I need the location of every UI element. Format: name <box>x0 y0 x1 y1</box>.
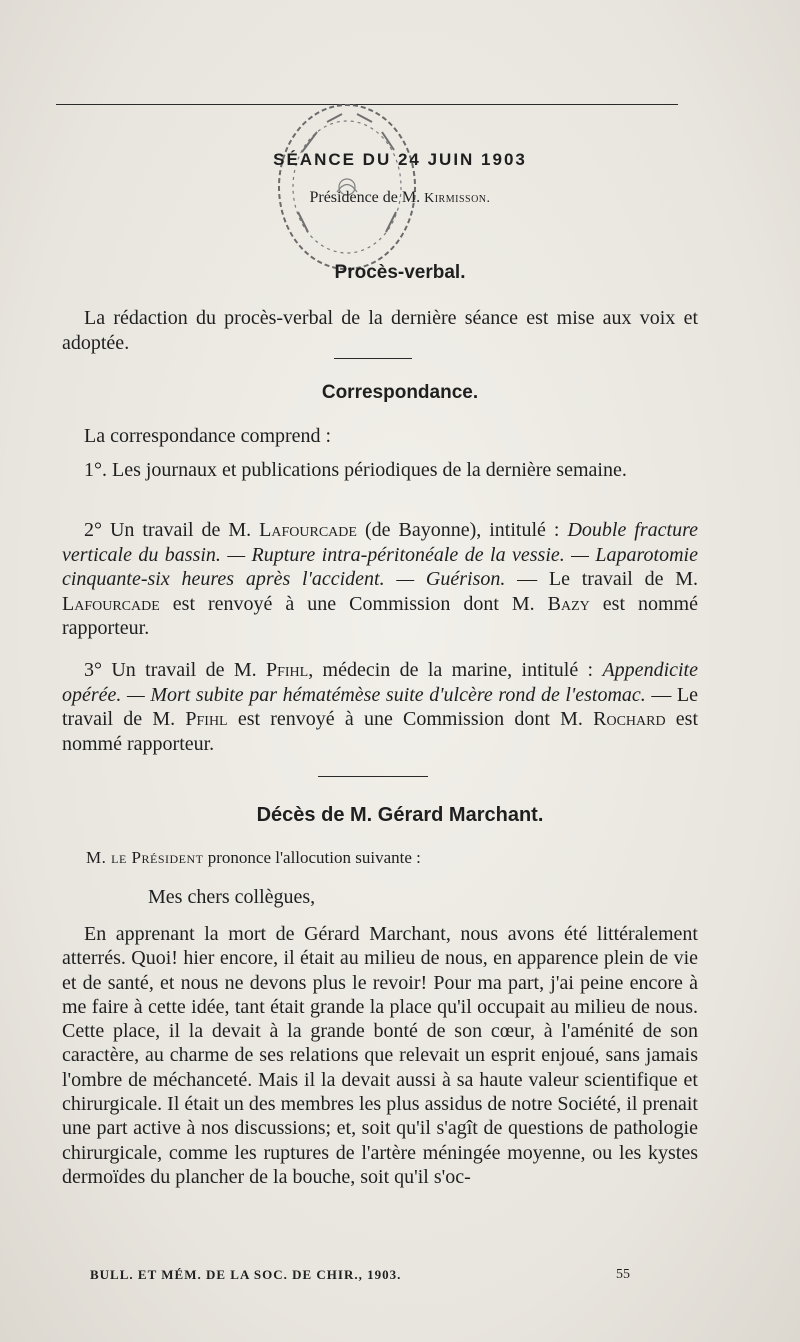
item3-text-c: , médecin de la marine, intitulé : <box>308 659 603 681</box>
proces-verbal-text: La rédaction du procès-verbal de la dernière séance est mise aux voix et adoptée. <box>62 307 698 354</box>
item2-text-g: est renvoyé à une Commission dont M. <box>159 592 548 615</box>
president-text: prononce l'allocution suivante : <box>203 848 421 867</box>
library-stamp-icon <box>262 92 432 282</box>
seance-heading: SÉANCE DU 24 JUIN 1903 <box>273 150 527 169</box>
correspondance-item-1: 1°. Les journaux et publications périodiques de la dernière semaine. <box>84 459 627 481</box>
item2-author-repeat: Lafourcade <box>62 592 160 615</box>
president-name: Kirmisson. <box>424 191 491 206</box>
item3-text-a: 3° Un travail de M. <box>84 659 266 681</box>
item2-rapporteur: Bazy <box>547 592 590 615</box>
page-number: 55 <box>616 1267 630 1282</box>
item3-rapporteur: Rochard <box>593 708 666 730</box>
item3-title: Appendicite opérée. — Mort subite par hématémèse suite d'ulcère rond de l'estomac. <box>62 659 698 706</box>
presidence-line <box>0 189 800 207</box>
correspondance-intro: La correspondance comprend : <box>84 425 332 447</box>
salutation: Mes chers collègues, <box>148 886 316 908</box>
section-divider <box>318 776 428 777</box>
item3-text-g: est renvoyé à une Commission dont M. <box>227 708 594 730</box>
section-divider <box>334 358 412 359</box>
allocution-body: En apprenant la mort de Gérard Marchant, nous avons été littéralement atterrés. Quoi! hier encore, il était au milieu de nous, en apparence plein de vie et de santé, et nous ne devons plus le revoir! Pour ma part, j'ai peine encore à me faire à cette idée, tant était grande la place qu'il occupait au milieu de nous. Cette place, il la devait à la grande bonté de son cœur, à l'aménité de son caractère, au charme de ses relations que relevait un esprit enjoué, sans jamais l'ombre de méchanceté. Mais il la devait aussi à sa haute valeur scientifique et chirurgicale. Il était un des membres les plus assidus de notre Société, il prenait une part active à nos discussions; et, soit qu'il s'agît de questions de pathologie chirurgicale, comme les ruptures de l'artère méningée moyenne, ou les kystes dermoïdes du plancher de la bouche, soit qu'il s'oc- <box>62 923 698 1188</box>
president-label: M. le Président <box>86 848 204 867</box>
deces-title: Décès de M. Gérard Marchant. <box>256 804 544 826</box>
item3-text-i: est nommé rapporteur. <box>62 708 699 755</box>
footer-journal: BULL. ET MÉM. DE LA SOC. DE CHIR., 1903. <box>90 1267 402 1282</box>
correspondance-item-3 <box>62 658 698 756</box>
page-footer <box>90 1267 630 1283</box>
president-intro <box>86 848 421 868</box>
item3-author-repeat: Pfihl <box>185 708 228 730</box>
item2-text-i: est nommé rapporteur. <box>62 592 698 639</box>
item3-text-e: — Le travail de M. <box>62 683 698 730</box>
item3-author: Pfihl <box>265 659 309 681</box>
correspondance-title: Correspondance. <box>321 382 479 403</box>
item2-title: Double fracture verticale du bassin. — Rupture intra-péritonéale de la vessie. — Laparotomie cinquante-six heures après l'accident. — Guérison. <box>62 519 698 590</box>
item2-text-a: 2° Un travail de M. <box>84 519 260 541</box>
proces-verbal-title: Procès-verbal. <box>334 262 466 283</box>
item2-text-e: — Le travail de M. <box>505 568 698 590</box>
correspondance-item-2 <box>62 518 698 641</box>
presidence-prefix: Présidence de M. <box>309 189 425 206</box>
item2-author: Lafourcade <box>259 519 357 541</box>
item2-text-c: (de Bayonne), intitulé : <box>356 519 568 541</box>
